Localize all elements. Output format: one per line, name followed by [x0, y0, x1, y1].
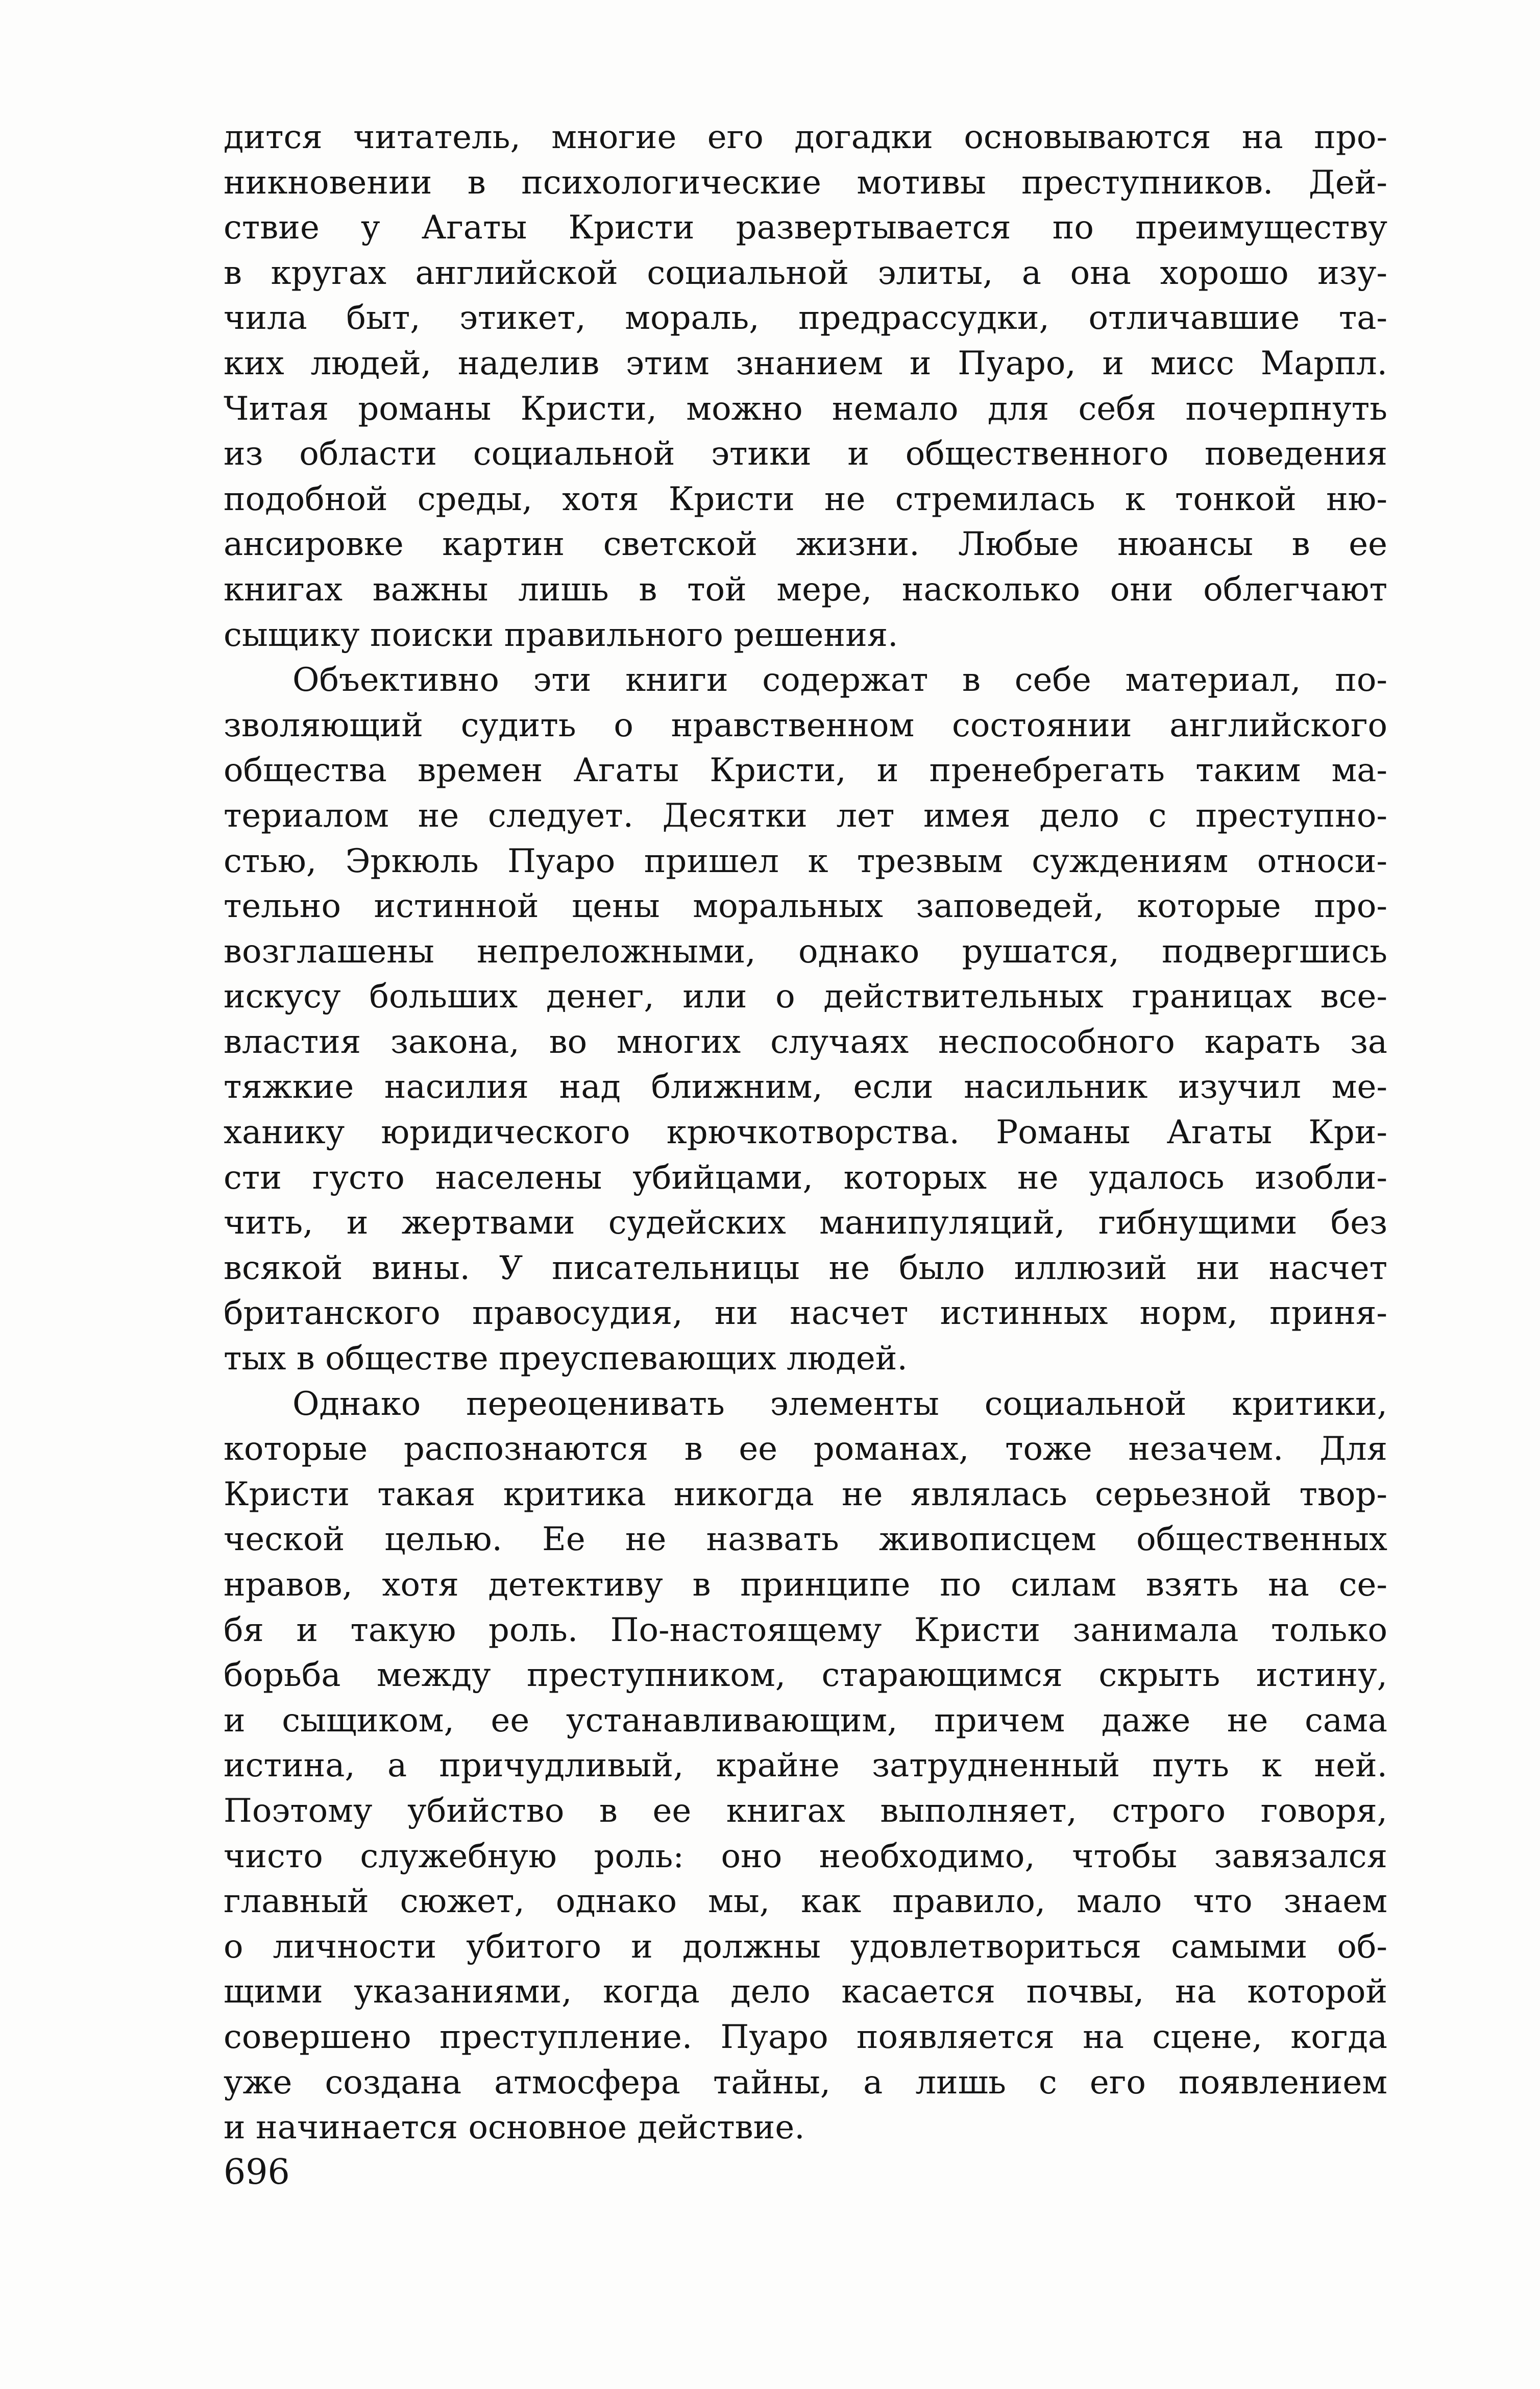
- text-line: сти густо населены убийцами, которых не удалось изобли-: [224, 1159, 1387, 1197]
- text-line: которые распознаются в ее романах, тоже незачем. Для: [224, 1430, 1387, 1468]
- text-line: бя и такую роль. По-настоящему Кристи занимала только: [224, 1611, 1387, 1649]
- paragraph: [224, 1382, 1387, 2151]
- text-line: ствие у Агаты Кристи развертывается по преимуществу: [224, 209, 1387, 247]
- text-line: териалом не следует. Десятки лет имея дело с преступно-: [224, 797, 1387, 835]
- text-line: общества времен Агаты Кристи, и пренебрегать таким ма-: [224, 752, 1387, 790]
- text-line: Объективно эти книги содержат в себе материал, по-: [292, 661, 1387, 699]
- text-line: всякой вины. У писательницы не было иллюзий ни насчет: [224, 1249, 1387, 1287]
- text-line: чить, и жертвами судейских манипуляций, гибнущими без: [224, 1204, 1387, 1242]
- text-line: главный сюжет, однако мы, как правило, мало что знаем: [224, 1883, 1387, 1921]
- text-line: в кругах английской социальной элиты, а она хорошо изу-: [224, 254, 1387, 292]
- text-line: никновении в психологические мотивы преступников. Дей-: [224, 163, 1387, 202]
- text-line: и сыщиком, ее устанавливающим, причем даже не сама: [224, 1701, 1387, 1740]
- text-line: Поэтому убийство в ее книгах выполняет, строго говоря,: [224, 1792, 1387, 1830]
- text-line: нравов, хотя детективу в принципе по силам взять на се-: [224, 1566, 1387, 1604]
- text-line: борьба между преступником, старающимся скрыть истину,: [224, 1656, 1387, 1695]
- text-line: совершено преступление. Пуаро появляется на сцене, когда: [224, 2018, 1387, 2056]
- text-line: тых в обществе преуспевающих людей.: [224, 1340, 908, 1378]
- text-line: ханику юридического крючкотворства. Романы Агаты Кри-: [224, 1114, 1387, 1152]
- text-line: Читая романы Кристи, можно немало для себя почерпнуть: [224, 390, 1387, 428]
- text-line: властия закона, во многих случаях неспособного карать за: [224, 1023, 1387, 1061]
- text-line: щими указаниями, когда дело касается почвы, на которой: [224, 1973, 1387, 2011]
- text-line: ческой целью. Ее не назвать живописцем общественных: [224, 1521, 1387, 1559]
- text-line: чисто служебную роль: оно необходимо, чтобы завязался: [224, 1837, 1387, 1875]
- text-line: ансировке картин светской жизни. Любые нюансы в ее: [224, 525, 1387, 564]
- text-line: Кристи такая критика никогда не являлась серьезной твор-: [224, 1475, 1387, 1513]
- text-line: возглашены непреложными, однако рушатся, подвергшись: [224, 932, 1387, 971]
- text-line: дится читатель, многие его догадки основываются на про-: [224, 118, 1387, 156]
- paragraph: [224, 115, 1387, 658]
- text-line: зволяющий судить о нравственном состоянии английского: [224, 706, 1387, 744]
- text-line: сыщику поиски правильного решения.: [224, 616, 898, 654]
- text-line: из области социальной этики и общественного поведения: [224, 435, 1387, 473]
- page-number: 696: [224, 2152, 290, 2192]
- text-line: подобной среды, хотя Кристи не стремилась к тонкой ню-: [224, 480, 1387, 518]
- text-line: стью, Эркюль Пуаро пришел к трезвым суждениям относи-: [224, 842, 1387, 880]
- text-line: уже создана атмосфера тайны, а лишь с его появлением: [224, 2063, 1387, 2102]
- text-line: и начинается основное действие.: [224, 2109, 805, 2147]
- text-line: книгах важны лишь в той мере, насколько они облегчают: [224, 570, 1387, 609]
- text-line: тельно истинной цены моральных заповедей, которые про-: [224, 887, 1387, 926]
- text-line: о личности убитого и должны удовлетвориться самыми об-: [224, 1927, 1387, 1966]
- text-line: истина, а причудливый, крайне затрудненный путь к ней.: [224, 1747, 1387, 1785]
- paragraph: [224, 658, 1387, 1382]
- text-line: тяжкие насилия над ближним, если насильник изучил ме-: [224, 1068, 1387, 1106]
- text-line: искусу больших денег, или о действительных границах все-: [224, 978, 1387, 1016]
- body-text: [224, 115, 1387, 2151]
- text-line: Однако переоценивать элементы социальной критики,: [292, 1385, 1387, 1423]
- text-line: чила быт, этикет, мораль, предрассудки, отличавшие та-: [224, 299, 1387, 337]
- text-line: британского правосудия, ни насчет истинных норм, приня-: [224, 1294, 1387, 1333]
- text-line: ких людей, наделив этим знанием и Пуаро, и мисс Марпл.: [224, 344, 1387, 382]
